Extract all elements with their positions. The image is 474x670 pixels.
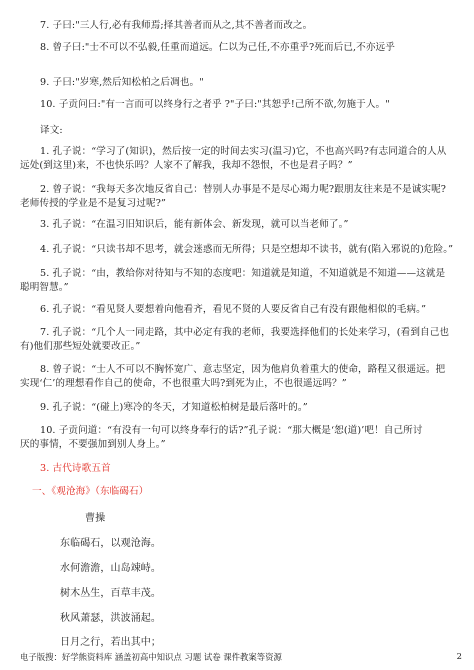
- quote-10: 10. 子贡问曰:"有一言而可以终身行之者乎 ?"子曰:"其恕乎!己所不欲,勿施于人。": [40, 99, 390, 110]
- translation-1-line-1: 1. 孔子说：“学习了(知识)，然后按一定的时间去实习(温习)它，不也高兴吗?有志同道合的人从: [40, 146, 447, 157]
- page-number: 2: [456, 651, 462, 661]
- translation-8-line-1: 8. 曾子说：“士人不可以不胸怀宽广、意志坚定，因为他肩负着重大的使命，路程又很遥远。把: [40, 364, 446, 375]
- translation-5-line-1: 5. 孔子说：“由，教给你对待知与不知的态度吧：知道就是知道，不知道就是不知道——这就是: [40, 268, 446, 279]
- translation-7-line-2: 有)他们那些短处就要改正。”: [20, 341, 141, 352]
- translation-8-line-2: 实现‘仁’的理想看作自己的使命，不也很重大吗?到死为止，不也很遥远吗？”: [20, 378, 347, 389]
- translation-2-line-2: 老师传授的学业是不是复习过呢?”: [20, 198, 166, 209]
- section-heading: 3. 古代诗歌五首: [40, 463, 111, 474]
- translation-4: 4. 孔子说：“只读书却不思考，就会迷惑而无所得；只是空想却不读书，就有(陷入邪说的)危险。”: [40, 244, 454, 255]
- translation-6: 6. 孔子说：“看见贤人要想着向他看齐，看见不贤的人要反省自己有没有跟他相似的毛病。”: [40, 304, 427, 315]
- translation-2-line-1: 2. 曾子说：“我每天多次地反省自己：替别人办事是不是尽心竭力呢?跟朋友往来是不是诚实呢?: [40, 184, 447, 195]
- translation-10-line-1: 10. 子贡问道：“有没有一句可以终身奉行的话?”孔子说：“那大概是‘恕(道)’吧！自己所讨: [40, 425, 423, 436]
- poem-line-5: 日月之行，若出其中；: [60, 637, 161, 648]
- quote-9: 9. 子曰:"岁寒,然后知松柏之后凋也。": [40, 77, 204, 88]
- translation-10-line-2: 厌的事情，不要强加到别人身上。”: [20, 439, 166, 450]
- translation-1-line-2: 远处(到这里)来，不也快乐吗？人家不了解我，我却不怨恨，不也是君子吗？”: [20, 160, 353, 171]
- poem-author: 曹操: [85, 513, 106, 524]
- poem-line-3: 树木丛生，百草丰茂。: [60, 588, 161, 599]
- poem-title: 一、《观沧海》（东临碣石）: [32, 486, 149, 497]
- poem-line-4: 秋风萧瑟，洪波涌起。: [60, 613, 161, 624]
- translation-label: 译文:: [40, 125, 63, 136]
- footer-text: 电子版搜：好学熊资料库 涵盖初高中知识点 习题 试卷 课件教案等资源: [20, 652, 282, 662]
- poem-line-2: 水何澹澹，山岛竦峙。: [60, 563, 161, 574]
- translation-9: 9. 孔子说：“(碰上)寒冷的冬天，才知道松柏树是最后落叶的。”: [40, 402, 308, 413]
- translation-3: 3. 孔子说：“在温习旧知识后，能有新体会、新发现，就可以当老师了。”: [40, 219, 349, 230]
- translation-5-line-2: 聪明智慧。”: [20, 282, 69, 293]
- translation-7-line-1: 7. 孔子说：“几个人一同走路，其中必定有我的老师，我要选择他们的长处来学习，(看到自己也: [40, 327, 450, 338]
- poem-line-1: 东临碣石，以观沧海。: [60, 538, 161, 549]
- quote-7: 7. 子曰:"三人行,必有我师焉;择其善者而从之,其不善者而改之。: [40, 20, 313, 31]
- quote-8: 8. 曾子曰:"士不可以不弘毅,任重而道远。仁以为己任,不亦重乎?死而后已,不亦远乎: [40, 42, 395, 53]
